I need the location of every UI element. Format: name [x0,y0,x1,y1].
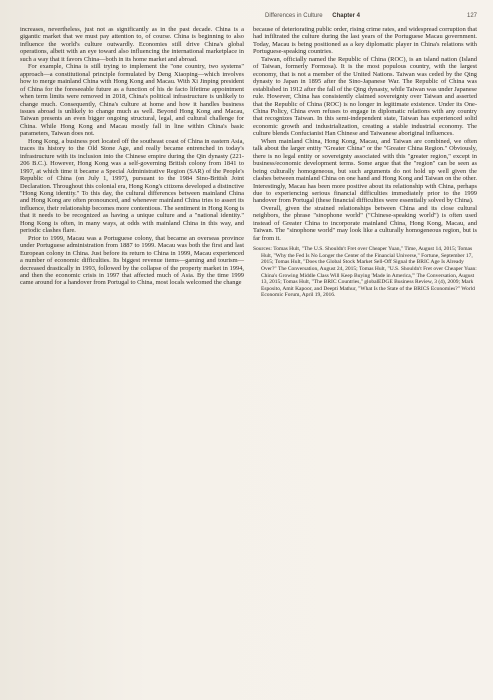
running-title: Differences in Culture [265,13,323,19]
right-column [253,26,477,299]
paragraph: For example, China is still trying to implement the "one country, two systems" approach—a constitutional principle formulated by Deng Xiaoping—which involves how to merge mainland China with Hong Kong and Macau. With Xi Jinping president of China for the foreseeable future as a function of his de facto lifetime appointment when term limits were removed in 2018, China's political infrastructure is unlikely to change much. Consequently, China's culture at home and how it handles business issues abroad is unlikely to change much as well. Beyond Hong Kong and Macau, Taiwan presents an even bigger ongoing structural, legal, and cultural challenge for China. While Hong Kong and Macau mostly fall in line within China's basic parameters, Taiwan does not. [20,63,244,138]
two-column-body [20,26,477,299]
paragraph: increases, nevertheless, just not as significantly as in the past decade. China is a gigantic market that we must pay attention to, of course. China is beginning to also influence the world's culture outwardly. Economies still drive China's global operations, albeit with an eye toward also influencing the international marketplace in such a way that it favors China—both in its home market and abroad. [20,26,244,63]
paragraph: Prior to 1999, Macau was a Portuguese colony, that became an overseas province under Portuguese administration from 1887 to 1999. Macau was both the first and last European colony in China. Just before its return to China in 1999, Macau experienced a number of economic difficulties. Its biggest revenue items—gaming and tourism—decreased drastically in 1993, followed by the collapse of the property market in 1994, and then the economic crisis in 1997 that affected much of Asia. By the time 1999 came around for a handover from Portugal to China, most locals welcomed the change [20,234,244,287]
sources-note [253,246,477,299]
page-header [20,10,477,24]
paragraph: Hong Kong, a business port located off the southeast coast of China in eastern Asia, traces its history to the Old Stone Age, and really became entrenched in today's infrastructure with its inclusion into the Chinese empire during the Qin dynasty (221-206 B.C.). However, Hong Kong was a self-governing British colony from 1841 to 1997, at which time it became a Special Administrative Region (SAR) of the People's Republic of China (on July 1, 1997), pursuant to the 1984 Sino-British Joint Declaration. Throughout this colonial era, Hong Kong's citizens developed a distinctive "Hong Kong identity." To this day, the cultural differences between mainland China and Hong Kong are often pronounced, and whenever mainland China tries to assert its influence, their relationship becomes more contentious. The sentiment in Hong Kong is that it needs to be recognized as having a unique culture and a "national identity." Hong Kong is often, in many ways, at odds with mainland China in this way, and periodic clashes flare. [20,137,244,235]
left-column [20,26,244,299]
paragraph: because of deteriorating public order, rising crime rates, and widespread corruption that had infiltrated the culture during the last years of the Portuguese Macau government. Today, Macau is being positioned as a key diplomatic player in China's relations with Portuguese-speaking countries. [253,26,477,56]
chapter-label: Chapter 4 [332,13,360,19]
paragraph: Taiwan, officially named the Republic of China (ROC), is an island nation (Island of Taiwan, formerly Formosa). It is the most populous country, with the largest economy, that is not a member of the United Nations. Taiwan was ceded by the Qing dynasty to Japan in 1895 after the Sino-Japanese War. The Republic of China was established in 1912 after the fall of the Qing dynasty, while Taiwan was under Japanese rule. However, China has consistently claimed sovereignty over Taiwan and asserted that the Republic of China (ROC) is no longer in legitimate existence. Under its One-China Policy, China even refuses to engage in diplomatic relations with any country that recognizes Taiwan. In this semi-independent state, Taiwan has experienced solid economic growth and industrialization, creating a stable industrial economy. The culture blends Confucianist Han Chinese and Taiwanese aboriginal influences. [253,55,477,138]
page-number: 127 [466,13,477,19]
sources-text: Sources: Tomas Hult, "The U.S. Shouldn't Fret over Cheaper Yuan," Time, August 14, 2015; Tomas Hult, "Why the Fed Is No Longer the Center of the Financial Universe," Fortune, September 17, 2015; Tomas Hult, "Does the Global Stock Market Sell-Off Signal the BRIC Age Is Already Over?" The Conversation, August 24, 2015; Tomas Hult, "U.S. Shouldn't Fret over Cheaper Yuan: China's Growing Middle Class Will Keep Buying 'Made in America,'" The Conversation, August 13, 2015; Tomas Hult, "The BRIC Countries," globalEDGE Business Review, 3 (4), 2009; Mark Esposito, Amit Kapoor, and Deepti Mathur, "What Is the State of the BRICS Economies?" World Economic Forum, April 19, 2016. [253,246,477,299]
paragraph: When mainland China, Hong Kong, Macau, and Taiwan are combined, we often talk about the larger entity "Greater China" or the "Greater China Region." Obviously, there is no legal entity or sovereignty associated with this "greater region," except in business/economic development terms. Some argue that the "region" can be seen as being culturally homogeneous, but such arguments do not hold up well given the clashes between mainland China on one hand and Hong Kong and Taiwan on the other. Interestingly, Macau has been more positive about its relationship with China, perhaps due to experiencing serious financial difficulties immediately prior to the 1999 handover from Portugal (these financial difficulties were essentially solved by China). [253,137,477,205]
running-header [265,13,360,19]
paragraph: Overall, given the strained relationships between China and its close cultural neighbors, the phrase "sinophone world" ("Chinese-speaking world") is often used instead of Greater China to incorporate mainland China, Hong Kong, Macau, and Taiwan. The "sinophone world" may look like a culturally homogeneous region, but is far from it. [253,204,477,242]
